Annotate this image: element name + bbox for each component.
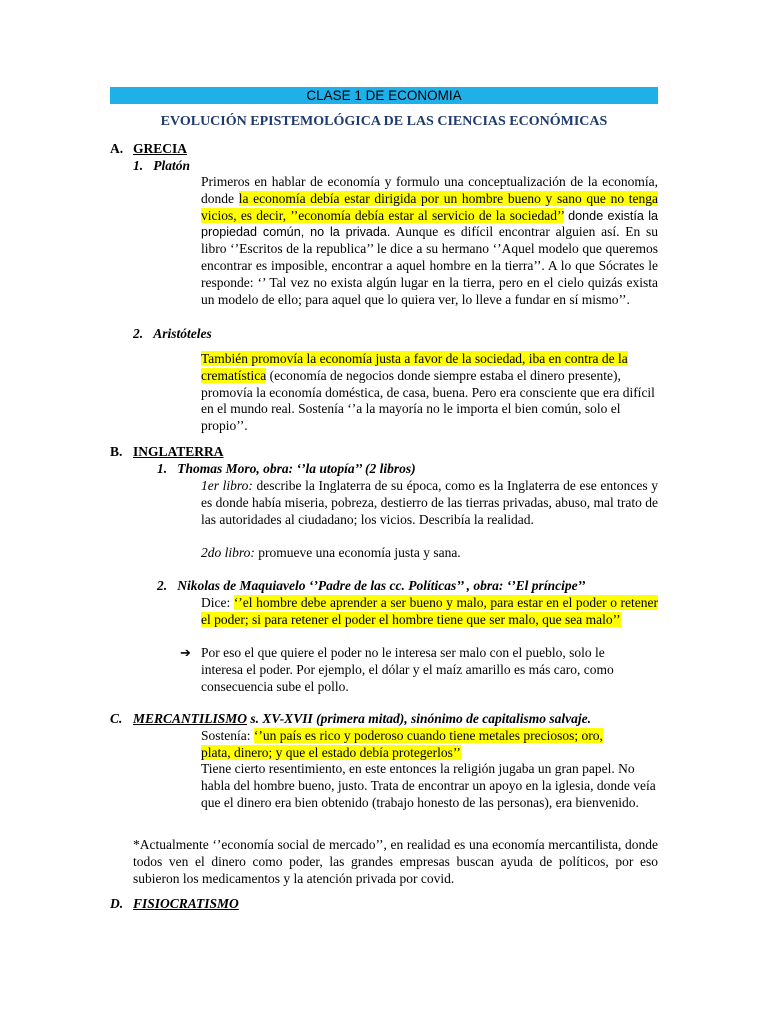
title-banner: CLASE 1 DE ECONOMIA xyxy=(110,87,658,104)
platon-text-1: Primeros en hablar de economía y formulo una conceptualización de la economía, donde xyxy=(201,174,658,206)
libro1-label: 1er libro: xyxy=(201,478,253,493)
section-c-heading xyxy=(133,711,591,727)
item-platon-title xyxy=(133,158,190,174)
section-a-title: GRECIA xyxy=(133,141,188,156)
item-number: 1. xyxy=(157,461,168,476)
page-subtitle: EVOLUCIÓN EPISTEMOLÓGICA DE LAS CIENCIAS ECONÓMICAS xyxy=(160,114,608,129)
item-name: Aristóteles xyxy=(153,326,212,341)
maquiavelo-quote xyxy=(201,595,658,629)
section-d-title: FISIOCRATISMO xyxy=(133,896,239,911)
platon-paragraph xyxy=(201,174,658,308)
section-c-letter: C. xyxy=(110,711,123,726)
item-moro-title xyxy=(157,461,416,477)
item-name: Thomas Moro, obra: ‘’la utopía’’ (2 libros) xyxy=(177,461,416,476)
mercantilismo-note: *Actualmente ‘’economía social de mercado’’, en realidad es una economía mercantilista, donde todos ven el dinero como poder, las grandes empresas buscan ayuda de políticos, por eso subieron los medicamentos y la atención privada por covid. xyxy=(133,837,658,886)
moro-libro2 xyxy=(201,545,658,562)
platon-highlight: la economía debía estar dirigida por un hombre bueno y sano que no tenga vicios, es decir, ’’economía debía estar al servicio de la sociedad’’ xyxy=(201,190,658,223)
platon-text-3: Aunque es difícil encontrar alguien así. En su libro ‘’Escritos de la republica’’ le dice a su hermano ‘’Aquel modelo que queremos encontrar es imposible, encontrar a aquel hombre en la tierra’’. A lo que Sócrates le responde: ‘’ Tal vez no exista algún lugar en la tierra, pero en el cielo quizás exista un modelo de ello; para aquel que lo quiera ver, lo lleve a fundar en sí mismo’’. xyxy=(201,224,658,307)
item-name: Nikolas de Maquiavelo ‘’Padre de las cc. Políticas’’ , obra: ‘’El príncipe’’ xyxy=(177,578,586,593)
maquiavelo-highlight: ‘’el hombre debe aprender a ser bueno y malo, para estar en el poder o retener el poder; si para retener el poder el hombre tiene que ser malo, que sea malo’’ xyxy=(201,595,658,627)
mercantilismo-paragraph: Tiene cierto resentimiento, en este entonces la religión jugaba un gran papel. No habla del hombre bueno, justo. Trata de encontrar un apoyo en la iglesia, donde veía que el dinero era bien obtenido (trabajo honesto de las personas), era bienvenido. xyxy=(201,761,656,810)
item-aristoteles-title xyxy=(133,326,212,342)
platon-text-2: donde existía la propiedad común, no la privada. xyxy=(201,208,659,240)
section-a-letter: A. xyxy=(110,141,124,156)
item-number: 2. xyxy=(133,326,144,341)
arrow-right-icon: ➔ xyxy=(180,645,191,660)
aristoteles-paragraph xyxy=(201,351,658,435)
libro1-text: describe la Inglaterra de su época, como es la Inglaterra de ese entonces y es donde había miseria, pobreza, destierro de las tierras privadas, abuso, mal trato de las autoridades al ciudadano; los vicios. Describía la realidad. xyxy=(201,478,658,527)
moro-libro1 xyxy=(201,478,658,528)
section-c-title-rest: s. XV-XVII (primera mitad), sinónimo de capitalismo salvaje. xyxy=(247,711,591,726)
section-b-title: INGLATERRA xyxy=(133,444,224,459)
libro2-label: 2do libro: xyxy=(201,545,255,560)
item-name: Platón xyxy=(153,158,191,173)
item-maquiavelo-title xyxy=(157,578,586,594)
sostenia-label: Sostenía: xyxy=(201,728,254,743)
section-b-letter: B. xyxy=(110,444,123,459)
aristoteles-highlight: También promovía la economía justa a favor de la sociedad, iba en contra de la crematística xyxy=(201,351,628,383)
section-d-letter: D. xyxy=(110,896,124,911)
item-number: 2. xyxy=(157,578,168,593)
item-number: 1. xyxy=(133,158,144,173)
dice-label: Dice: xyxy=(201,595,234,610)
libro2-text: promueve una economía justa y sana. xyxy=(254,545,461,560)
section-c-title: MERCANTILISMO xyxy=(133,711,248,726)
mercantilismo-quote xyxy=(201,728,631,762)
mercantilismo-highlight: ‘’un país es rico y poderoso cuando tiene metales preciosos; oro, plata, dinero; y que el estado debía protegerlos’’ xyxy=(201,728,603,760)
aristoteles-text: (economía de negocios donde siempre estaba el dinero presente), promovía la economía doméstica, de casa, buena. Pero era consciente que era difícil en el mundo real. Sostenía ‘’a la mayoría no le importa el bien común, solo el propio’’. xyxy=(201,367,655,434)
maquiavelo-bullet: Por eso el que quiere el poder no le interesa ser malo con el pueblo, solo le interesa el poder. Por ejemplo, el dólar y el maíz amarillo es más caro, como consecuencia sube el pollo. xyxy=(201,645,614,694)
